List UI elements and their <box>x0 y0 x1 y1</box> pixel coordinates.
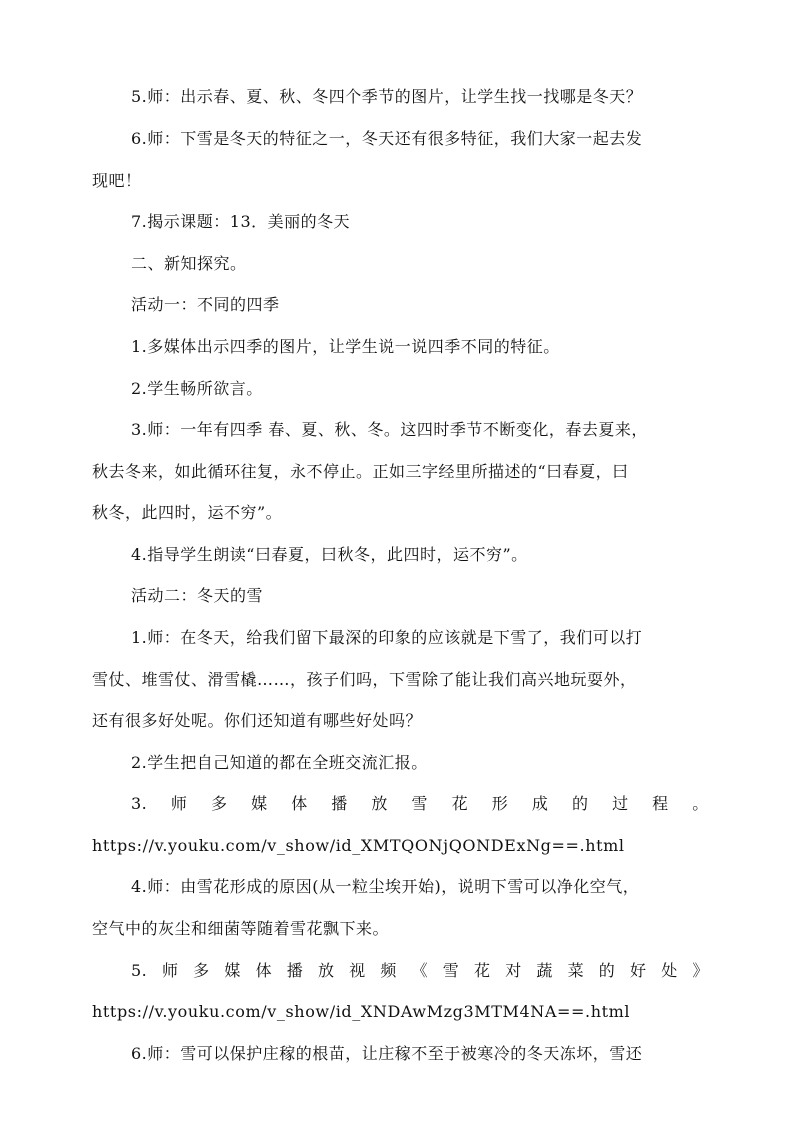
spread-char: 菜 <box>567 961 585 980</box>
paragraph-line: 6.师：下雪是冬天的特征之一，冬天还有很多特征，我们大家一起去发 <box>131 129 643 148</box>
spread-char: 视 <box>349 961 366 980</box>
spread-char: 播 <box>331 794 348 813</box>
spread-char: 放 <box>317 961 335 980</box>
video-url-link[interactable]: https://v.youku.com/v_show/id_XMTQONjQONDExNg==.html <box>92 836 625 855</box>
spread-char: 花 <box>473 961 491 980</box>
spread-char: 形 <box>491 794 509 813</box>
spread-char: 雪 <box>442 961 460 980</box>
spread-char: 的 <box>598 961 616 980</box>
spread-char: 媒 <box>251 794 268 813</box>
spread-char: 蔬 <box>536 961 553 980</box>
spread-char: 雪 <box>411 794 429 813</box>
spread-char: 多 <box>210 794 228 813</box>
spread-char: 的 <box>571 794 589 813</box>
paragraph-line: 1.师：在冬天，给我们留下最深的印象的应该就是下雪了，我们可以打 <box>131 628 643 647</box>
paragraph-line: 现吧！ <box>92 171 142 190</box>
spread-char: 《 <box>411 961 429 980</box>
spread-char: 成 <box>531 794 549 813</box>
spread-char: 程 <box>652 794 669 813</box>
spread-char: 好 <box>630 961 647 980</box>
paragraph-line: 秋冬，此四时，运不穷”。 <box>92 503 283 522</box>
spread-char: 》 <box>692 961 709 980</box>
paragraph-line: 1.多媒体出示四季的图片，让学生说一说四季不同的特征。 <box>131 337 560 356</box>
paragraph-line: 空气中的灰尘和细菌等随着雪花飘下来。 <box>92 919 390 938</box>
paragraph-line: 5.师：出示春、夏、秋、冬四个季节的图片，让学生找一找哪是冬天？ <box>131 87 643 106</box>
paragraph-line: 还有很多好处呢。你们还知道有哪些好处吗？ <box>92 711 423 730</box>
spread-char: 花 <box>451 794 469 813</box>
spread-char: 多 <box>193 961 210 980</box>
activity-heading: 活动二：冬天的雪 <box>131 586 264 605</box>
activity-heading: 活动一：不同的四季 <box>131 295 280 314</box>
spread-char: 体 <box>255 961 273 980</box>
paragraph-line: 4.指导学生朗读“曰春夏，曰秋冬，此四时，运不穷”。 <box>131 545 528 564</box>
paragraph-line: 2.学生畅所欲言。 <box>131 379 263 398</box>
spread-char: 师 <box>170 794 188 813</box>
justified-line-video-process <box>131 794 709 814</box>
spread-char: 对 <box>505 961 522 980</box>
spread-char: 过 <box>612 794 629 813</box>
spread-char: 播 <box>286 961 304 980</box>
spread-char: 5. <box>131 961 148 980</box>
paragraph-line: 3.师：一年有四季 春、夏、秋、冬。这四时季节不断变化，春去夏来， <box>131 420 648 439</box>
spread-char: 师 <box>161 961 179 980</box>
spread-char: 3. <box>131 794 148 813</box>
video-url-link[interactable]: https://v.youku.com/v_show/id_XNDAwMzg3MTM4NA==.html <box>92 1002 631 1021</box>
paragraph-line: 秋去冬来，如此循环往复，永不停止。正如三字经里所描述的“曰春夏，曰 <box>92 462 629 481</box>
spread-char: 处 <box>661 961 678 980</box>
justified-line-video-vegetables <box>131 961 709 981</box>
paragraph-line: 2.学生把自己知道的都在全班交流汇报。 <box>131 753 428 772</box>
spread-char: 。 <box>692 794 709 813</box>
paragraph-line: 雪仗、堆雪仗、滑雪橇……，孩子们吗，下雪除了能让我们高兴地玩耍外， <box>92 670 637 689</box>
spread-char: 体 <box>291 794 308 813</box>
spread-char: 放 <box>371 794 388 813</box>
lesson-title-line: 7.揭示课题：13．美丽的冬天 <box>131 212 351 231</box>
paragraph-line: 6.师：雪可以保护庄稼的根苗，让庄稼不至于被寒冷的冬天冻坏，雪还 <box>131 1044 643 1063</box>
spread-char: 频 <box>380 961 397 980</box>
section-heading: 二、新知探究。 <box>131 254 247 273</box>
paragraph-line: 4.师：由雪花形成的原因(从一粒尘埃开始)，说明下雪可以净化空气， <box>131 877 640 896</box>
spread-char: 媒 <box>224 961 241 980</box>
